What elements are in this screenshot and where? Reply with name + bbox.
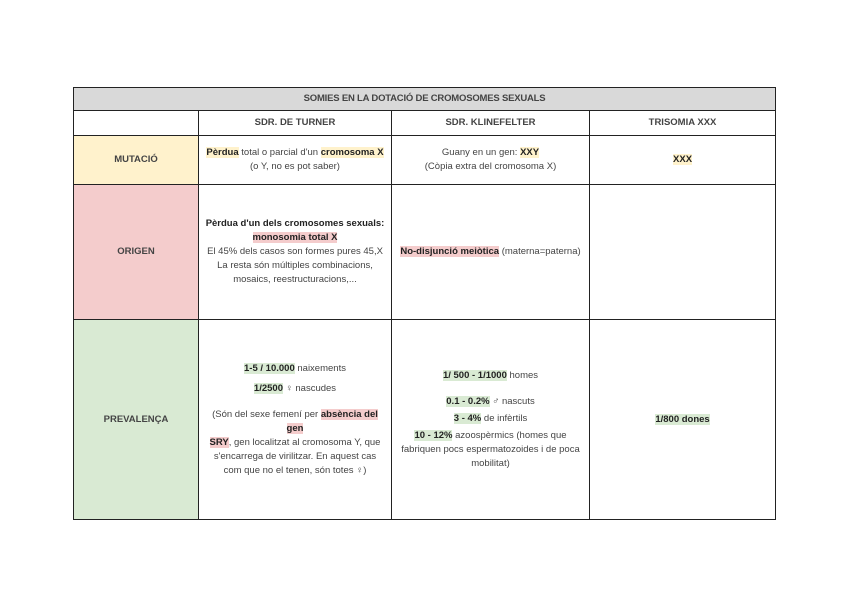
highlight-absencia-gen: absència del gen: [286, 408, 378, 434]
highlight-3-4: 3 - 4%: [453, 412, 482, 424]
mutacio-turner-line2: (o Y, no es pot saber): [250, 161, 340, 172]
text-infertils: de infèrtils: [481, 412, 528, 424]
header-turner: SDR. DE TURNER: [199, 111, 392, 136]
text-homes: homes: [506, 369, 539, 381]
cell-mutacio-turner: [199, 136, 392, 185]
prevalenca-turner-line6: com que no el tenen, són totes ♀): [223, 464, 367, 476]
cell-prevalenca-turner: [199, 320, 392, 520]
header-klinefelter: SDR. KLINEFELTER: [392, 111, 590, 136]
mutacio-klinefelter-line1: [398, 146, 583, 160]
highlight-10-12: 10 - 12%: [414, 429, 453, 441]
origen-turner-line4: La resta són múltiples combinacions,: [217, 260, 373, 271]
chromosome-anomalies-table: [73, 87, 776, 520]
header-row: [74, 111, 776, 136]
text-nascudes: ♀ nascudes: [282, 382, 337, 394]
row-prevalenca: [74, 320, 776, 520]
highlight-sry: SRY: [209, 436, 229, 448]
highlight-xxy: XXY: [520, 147, 540, 158]
highlight-xxx: XXX: [673, 154, 693, 165]
table-title-row: [74, 88, 776, 111]
text-azoospermics: azoospèrmics (homes que: [452, 429, 567, 441]
prevalenca-turner-line2: [205, 382, 385, 396]
highlight-perdua: Pèrdua: [206, 147, 239, 158]
prevalenca-turner-line3: [205, 408, 385, 436]
highlight-cromosoma-x: cromosoma X: [320, 147, 384, 158]
row-label-mutacio: MUTACIÓ: [74, 136, 199, 185]
prevalenca-klinefelter-line6: mobilitat): [471, 457, 510, 469]
origen-turner-line5: mosaics, reestructuracions,...: [233, 274, 357, 285]
origen-turner-line1: Pèrdua d'un dels cromosomes sexuals:: [205, 218, 385, 229]
text-sexe-femeni: (Són del sexe femení per: [212, 408, 321, 420]
highlight-0-1-0-2: 0.1 - 0.2%: [446, 395, 490, 407]
cell-prevalenca-trisomia: [590, 320, 776, 520]
highlight-no-disjuncio: No-disjunció meiòtica: [400, 246, 500, 257]
highlight-monosomia: monosomia total X: [252, 232, 338, 243]
mutacio-klinefelter-line2: (Còpia extra del cromosoma X): [424, 161, 557, 172]
cell-mutacio-klinefelter: [392, 136, 590, 185]
highlight-1-800-dones: 1/800 dones: [655, 413, 710, 425]
prevalenca-klinefelter-line4: [398, 429, 583, 443]
highlight-1-500-1000: 1/ 500 - 1/1000: [442, 369, 507, 381]
prevalenca-turner-line5: s'encarrega de virilitzar. En aquest cas: [213, 450, 377, 462]
mutacio-turner-line1: [205, 146, 385, 160]
highlight-1-5-10000: 1-5 / 10.000: [244, 362, 295, 374]
row-origen: [74, 185, 776, 320]
prevalenca-klinefelter-line1: [398, 369, 583, 383]
row-mutacio: [74, 136, 776, 185]
cell-mutacio-trisomia: [590, 136, 776, 185]
text-nascuts: ♂ nascuts: [489, 395, 535, 407]
cell-origen-turner: [199, 185, 392, 320]
table-title: SOMIES EN LA DOTACIÓ DE CROMOSOMES SEXUALS: [74, 88, 776, 111]
prevalenca-klinefelter-line2: [398, 395, 583, 409]
prevalenca-turner-line4: [205, 436, 385, 450]
prevalenca-turner-line1: [205, 362, 385, 376]
cell-origen-klinefelter: [392, 185, 590, 320]
origen-turner-line3: El 45% dels casos son formes pures 45,X: [207, 246, 383, 257]
highlight-1-2500: 1/2500: [253, 382, 283, 394]
row-label-origen: ORIGEN: [74, 185, 199, 320]
text-guany: Guany en un gen:: [441, 147, 521, 158]
text-gen-localitzat: , gen localitzat al cromosoma Y, que: [228, 436, 381, 448]
row-label-prevalenca: PREVALENÇA: [74, 320, 199, 520]
cell-prevalenca-klinefelter: [392, 320, 590, 520]
prevalenca-klinefelter-line5: fabriquen pocs espermatozoides i de poca: [401, 443, 580, 455]
cell-origen-trisomia: [590, 185, 776, 320]
header-trisomia: TRISOMIA XXX: [590, 111, 776, 136]
prevalenca-klinefelter-line3: [398, 412, 583, 426]
text-naixements: naixements: [294, 362, 346, 374]
origen-turner-line2: [205, 231, 385, 245]
header-empty-cell: [74, 111, 199, 136]
text-materna-paterna: (materna=paterna): [499, 246, 581, 257]
text-total-parcial: total o parcial d'un: [238, 147, 321, 158]
